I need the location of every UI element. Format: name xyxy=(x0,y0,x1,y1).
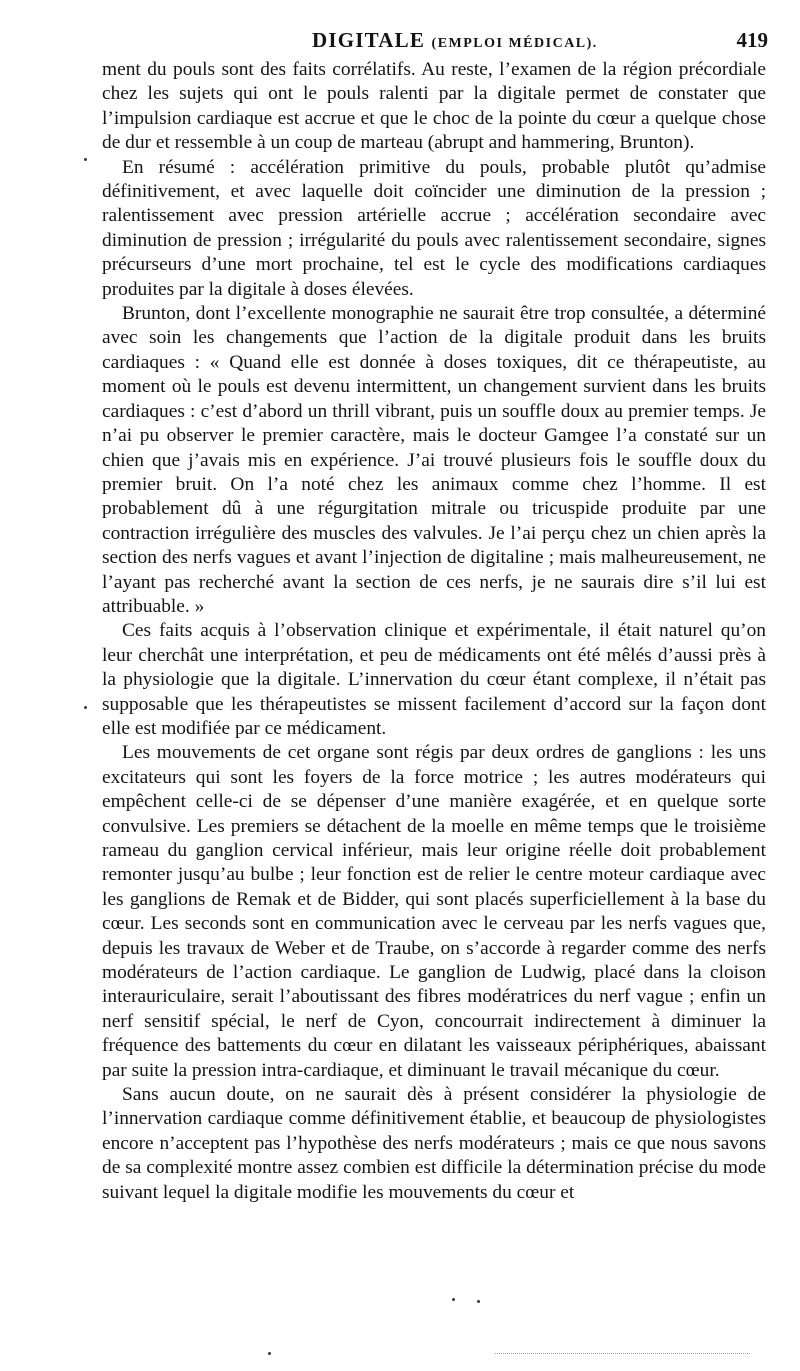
paragraph-1: ment du pouls sont des faits corrélatifs. Au reste, l’examen de la région précordiale chez les sujets qui ont le pouls ralenti par la digitale permet de constater que l’impulsion cardiaque est accrue et que le choc de la pointe du cœur a quelque chose de dur et ressemble à un coup de marteau (abrupt and hammering, Brunton). xyxy=(102,59,766,154)
page-number: 419 xyxy=(736,28,768,52)
paragraph-3: Brunton, dont l’excellente monographie ne saurait être trop consultée, a déterminé avec soin les changements que l’action de la digitale produit dans les bruits cardiaques : « Quand elle est donnée à doses toxiques, dit ce thérapeutiste, au moment où le pouls est devenu intermittent, un changement survient dans les bruits cardiaques : c’est d’abord un thrill vibrant, puis un souffle doux au premier temps. Je n’ai pu observer le premier caractère, mais le docteur Gamgee l’a constaté sur un chien que j’avais mis en expérience. J’ai trouvé plusieurs fois le souffle doux du premier bruit. On l’a noté chez les animaux comme chez l’homme. Il est probablement dû à une régurgitation mitrale ou tricuspide produite par une contraction irrégulière des muscles des valvules. Je l’ai perçu chez un chien après la section des nerfs vagues et avant l’injection de digitaline ; mais malheureusement, ne l’ayant pas recherché avant la section de ces nerfs, je ne saurais dire s’il lui est attribuable. » xyxy=(102,303,766,617)
paragraph-2: En résumé : accélération primitive du pouls, probable plutôt qu’admise définitivement, et avec laquelle doit coïncider une diminution de la pression ; ralentissement avec pression artérielle accrue ; accélération secondaire avec diminution de pression ; irrégularité du pouls avec ralentissement secondaire, signes précurseurs d’une mort prochaine, tel est le cycle des modifications cardiaques produites par la digitale à doses élevées. xyxy=(102,156,766,300)
margin-speck xyxy=(477,1300,480,1303)
header-title: DIGITALE xyxy=(312,28,426,52)
margin-speck xyxy=(84,706,87,709)
margin-speck xyxy=(268,1352,271,1355)
margin-speck xyxy=(452,1298,455,1301)
footer-rule xyxy=(495,1353,750,1354)
paragraph-5: Les mouvements de cet organe sont régis par deux ordres de ganglions : les uns excitateurs qui sont les foyers de la force motrice ; les autres modérateurs qui empêchent celle-ci de se dépenser d’une manière exagérée, et en quelque sorte convulsive. Les premiers se détachent de la moelle en même temps que le troisième rameau du ganglion cervical inférieur, mais leur origine réelle doit probablement remonter jusqu’au bulbe ; leur fonction est de relier le centre moteur cardiaque avec les ganglions de Remak et de Bidder, qui sont placés superficiellement à la base du cœur. Les seconds sont en communication avec le cerveau par les nerfs vagues que, depuis les travaux de Weber et de Traube, on s’accorde à regarder comme des nerfs modérateurs de l’action cardiaque. Le ganglion de Ludwig, placé dans la cloison interauriculaire, serait l’aboutissant des fibres modératrices du nerf vague ; enfin un nerf sensitif spécial, le nerf de Cyon, concourrait indirectement à diminuer la fréquence des battements du cœur en dilatant les vaisseaux périphériques, abaissant par suite la pression intra-cardiaque, et diminuant le travail mécanique du cœur. xyxy=(102,742,766,1081)
margin-speck xyxy=(84,158,87,161)
running-title xyxy=(312,28,598,53)
body-text xyxy=(102,58,766,1205)
paragraph-6: Sans aucun doute, on ne saurait dès à présent considérer la physiologie de l’innervation cardiaque comme définitivement établie, et beaucoup de physiologistes encore n’acceptent pas l’hypothèse des nerfs modérateurs ; mais ce que nous savons de sa complexité montre assez combien est difficile la détermination précise du mode suivant lequel la digitale modifie les mouvements du cœur et xyxy=(102,1084,766,1203)
running-head xyxy=(100,28,772,56)
paragraph-4: Ces faits acquis à l’observation clinique et expérimentale, il était naturel qu’on leur cherchât une interprétation, et peu de médicaments ont été mêlés d’aussi près à la physiologie que la digitale. L’innervation du cœur étant complexe, il n’était pas supposable que les thérapeutistes se missent facilement d’accord sur la façon dont elle est modifiée par ce médicament. xyxy=(102,620,766,739)
header-subtitle: (EMPLOI MÉDICAL). xyxy=(431,36,598,51)
